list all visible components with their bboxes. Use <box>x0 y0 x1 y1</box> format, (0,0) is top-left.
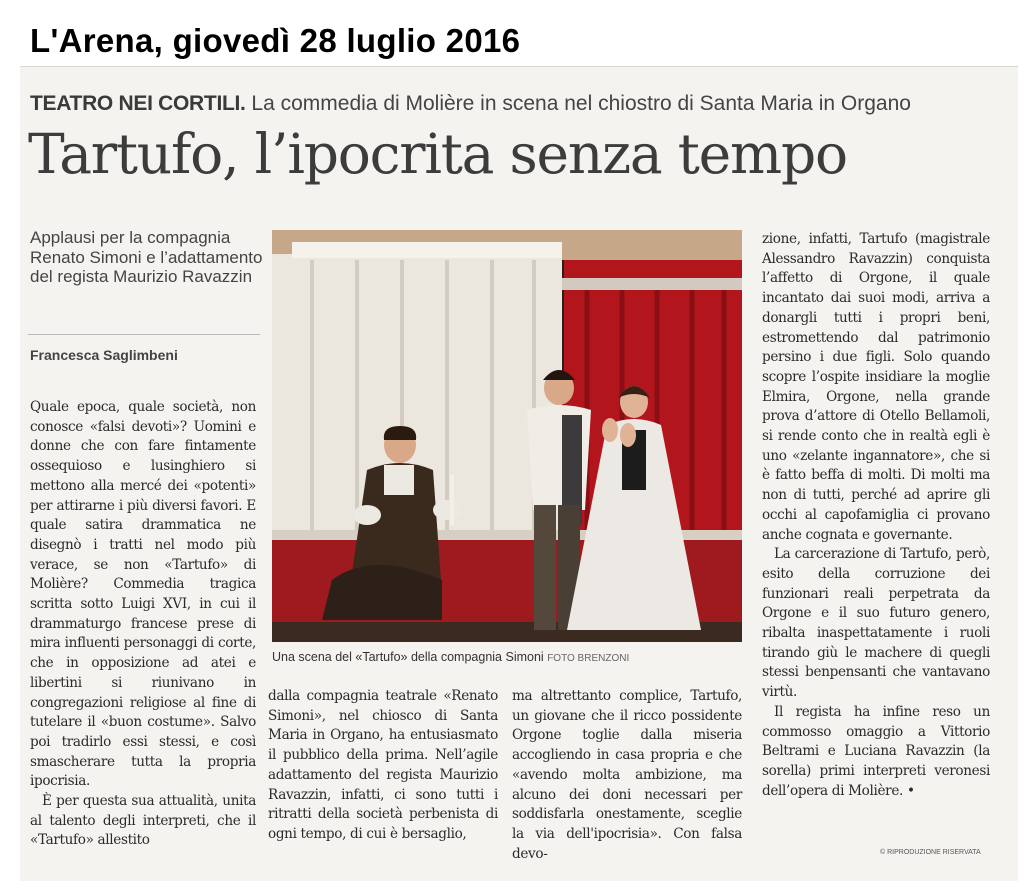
column-4-paragraph-2: La carcerazione di Tartufo, però, esito della corruzione dei funzionari reali perpetrata da Orgone e il suo futuro genero, ribalta inaspettatamente i ruoli tirando giù le machere di quegli stessi benpensanti che vantavano virtù. <box>762 546 990 701</box>
photo-caption <box>272 650 629 664</box>
article-column-2 <box>268 687 498 845</box>
column-4-paragraph-3: Il regista ha infine reso un commosso omaggio a Vittorio Beltrami e Luciana Ravazzin (la sorella) primi interpreti veronesi dell’opera di Molière. • <box>762 703 990 799</box>
article-column-3 <box>512 687 742 864</box>
column-1-paragraph-2: È per questa sua attualità, unita al talento degli interpreti, che il «Tartufo» allestito <box>30 793 256 849</box>
article-byline: Francesca Saglimbeni <box>30 347 178 363</box>
photo-caption-text: Una scena del «Tartufo» della compagnia Simoni <box>272 650 544 664</box>
article-headline: Tartufo, l’ipocrita senza tempo <box>28 122 847 186</box>
kicker-section: TEATRO NEI CORTILI. <box>30 92 246 115</box>
article-subtitle: Applausi per la compagnia Renato Simoni e l’adattamento del regista Maurizio Ravazzin <box>30 228 263 286</box>
byline-divider <box>28 334 260 335</box>
article-column-1 <box>30 398 256 851</box>
candle-prop <box>450 475 454 525</box>
copyright-notice: © RIPRODUZIONE RISERVATA <box>880 849 981 856</box>
white-curtain-valance <box>292 242 562 258</box>
stage-scene-image <box>272 230 742 642</box>
photo-credit: FOTO BRENZONI <box>547 653 630 664</box>
red-curtain-valance <box>562 278 742 290</box>
column-3-paragraph: ma altrettanto complice, Tartufo, un giovane che il ricco possidente Orgone toglie dalla miseria accogliendo in casa propria e che «avendo molta ambizione, ma alcuno dei doni necessari per soddisfarla onestamente, sceglie la via dell'ipocrisia». Con falsa devo- <box>512 688 742 862</box>
column-1-paragraph-1: Quale epoca, quale società, non conosce «falsi devoti»? Uomini e donne che con fare fintamente ossequioso e lusinghiero si mettono alla mercé dei «potenti» per attirarne i più diversi favori. E quale satira drammatica ne disegnò i tratti nel modo più verace, se non «Tartufo» di Molière? Commedia tragica scritta sotto Luigi XVI, in cui il drammaturgo francese prese di mira influenti personaggi di corte, che in opposizione ad atei e libertini si riunivano in congregazioni religiose al fine di tutelare il «buon costume». Salvo poi tradirlo essi stessi, e così smascherare tutta la propria ipocrisia. <box>30 399 256 790</box>
kicker-text: La commedia di Molière in scena nel chiostro di Santa Maria in Organo <box>251 92 911 115</box>
column-4-paragraph-1: zione, infatti, Tartufo (magistrale Alessandro Ravazzin) conquista l’affetto di Orgone, il quale incantato dai suoi modi, arriva a donargli tutti i propri beni, estromettendo dal patrimonio persino i due figli. Solo quando scopre l’ospite insidiare la moglie Elmira, Orgone, nella grande prova d’attore di Otello Bellamoli, si rende conto che in realtà egli è uno «zelante ingannatore», che si è fatto beffa di molti. Di molti ma non di tutti, perché ad aprire gli occhi al capofamiglia ci provano anche cognata e governante. <box>762 231 990 543</box>
column-2-paragraph: dalla compagnia teatrale «Renato Simoni», nel chiosco di Santa Maria in Organo, ha entusiasmato il pubblico della prima. Nell’agile adattamento del regista Maurizio Ravazzin, infatti, ci sono tutti i ritratti della società perbenista di ogni tempo, di cui è bersaglio, <box>268 688 498 842</box>
article-kicker <box>30 92 911 116</box>
masthead-date: L'Arena, giovedì 28 luglio 2016 <box>30 22 521 59</box>
article-column-4 <box>762 230 990 801</box>
stage-photo <box>272 230 742 642</box>
